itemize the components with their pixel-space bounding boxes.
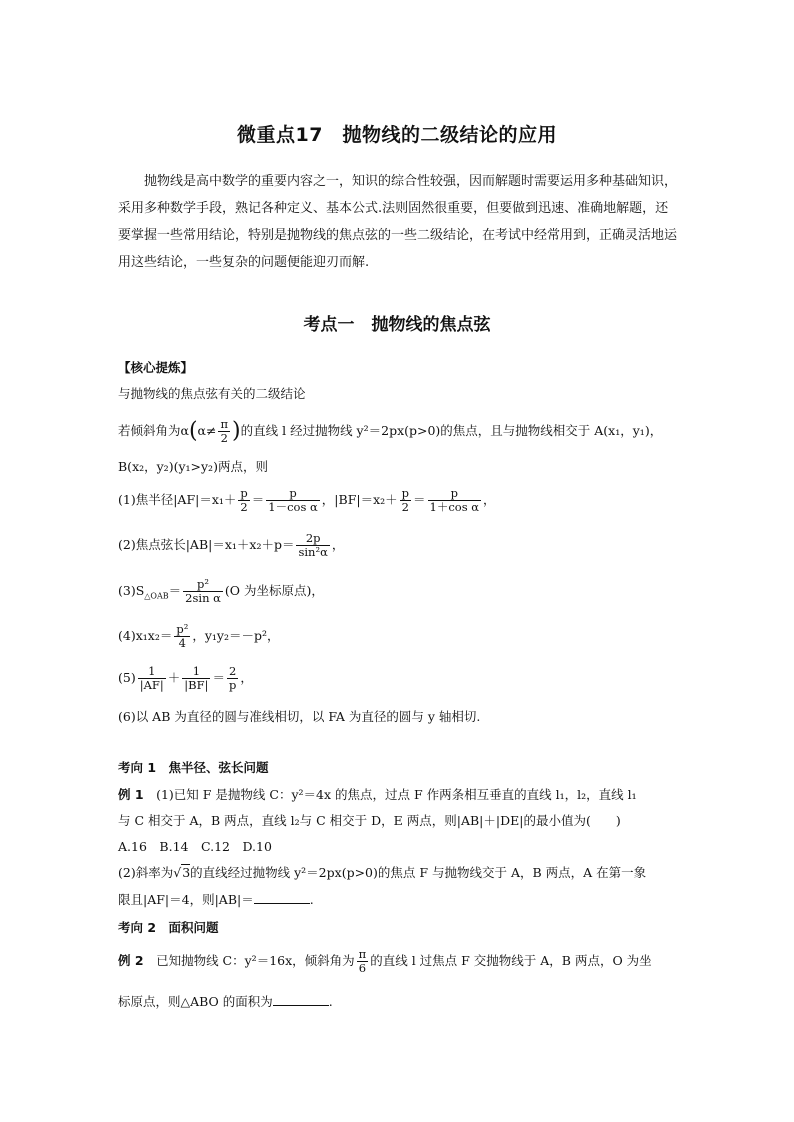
result-6: (6)以 AB 为直径的圆与准线相切，以 FA 为直径的圆与 y 轴相切. bbox=[118, 709, 481, 724]
example-2-label: 例 2 bbox=[118, 953, 144, 968]
right-paren: ) bbox=[232, 418, 241, 444]
one-over-af-fraction: $\frac{1}{|AF|}$ bbox=[139, 664, 164, 692]
result-4: (4)x₁x₂＝ $\frac{\text{p²}}{4}$ ，y₁y₂＝－p²， bbox=[118, 622, 280, 650]
sqrt-3: 3 bbox=[182, 865, 191, 880]
result-2: (2)焦点弦长|AB|＝x₁＋x₂＋p＝ $\frac{2p}{\text{sin²α}}$ ， bbox=[118, 531, 345, 559]
p-over-2-fraction-b: $\frac{p}{2}$ bbox=[401, 486, 410, 514]
one-over-bf-fraction: $\frac{1}{|BF|}$ bbox=[184, 664, 209, 692]
example-2-line-2: 标原点，则△ABO 的面积为 . bbox=[118, 994, 333, 1009]
p-over-one-minus-cos-fraction: $\frac{p}{\text{1－cos α}}$ bbox=[268, 486, 318, 514]
premise-line-1 bbox=[118, 418, 662, 445]
2p-over-sin2-fraction: $\frac{2p}{\text{sin²α}}$ bbox=[298, 531, 328, 559]
example-1-line-1: 例 1 (1)已知 F 是抛物线 C：y²＝4x 的焦点，过点 F 作两条相互垂直的直线 l₁，l₂，直线 l₁ bbox=[118, 787, 637, 802]
answer-blank-2[interactable] bbox=[273, 994, 329, 1006]
two-over-p-fraction: $\frac{2}{p}$ bbox=[228, 664, 237, 692]
section-title: 考点一 抛物线的焦点弦 bbox=[303, 315, 491, 335]
topic-1-label: 考向 1 焦半径、弦长问题 bbox=[118, 760, 269, 775]
premise-text-b: 的直线 l 经过抛物线 y²＝2px(p>0)的焦点，且与抛物线相交于 A(x₁，y₁)， bbox=[240, 423, 663, 438]
topic-2-label: 考向 2 面积问题 bbox=[118, 920, 219, 935]
pi-over-2-fraction: $\frac{\pi}{2}$ bbox=[220, 417, 229, 445]
core-intro: 与抛物线的焦点弦有关的二级结论 bbox=[118, 386, 306, 401]
p2-over-2sin-fraction: $\frac{\text{p²}}{\text{2sin α}}$ bbox=[185, 577, 221, 605]
example-2-line-1: 例 2 已知抛物线 C：y²＝16x，倾斜角为 $\frac{\pi}{6}$ 的直线 l 过焦点 F 交抛物线于 A，B 两点，O 为坐 bbox=[118, 947, 652, 975]
left-paren: ( bbox=[188, 418, 198, 444]
example-1-line-2: 与 C 相交于 A，B 两点，直线 l₂与 C 相交于 D，E 两点，则|AB|＋|DE|的最小值为( ) bbox=[118, 813, 621, 828]
page-title: 微重点17 抛物线的二级结论的应用 bbox=[237, 124, 557, 146]
example-1-line-4: (2)斜率为√3的直线经过抛物线 y²＝2px(p>0)的焦点 F 与抛物线交于 A，B 两点，A 在第一象 bbox=[118, 865, 647, 880]
example-1-options: A.16 B.14 C.12 D.10 bbox=[118, 839, 272, 854]
example-1-line-5: 限且|AF|＝4，则|AB|＝ . bbox=[118, 892, 314, 907]
p2-over-4-fraction: $\frac{\text{p²}}{4}$ bbox=[176, 622, 189, 650]
result-3: $(3)S_{\triangle OAB}=$ $\frac{\text{p²}}{\text{2sin α}}$ (O 为坐标原点)， bbox=[118, 577, 324, 605]
premise-line-2: B(x₂，y₂)(y₁>y₂)两点，则 bbox=[118, 459, 268, 474]
p-over-one-plus-cos-fraction: $\frac{p}{\text{1＋cos α}}$ bbox=[429, 486, 480, 514]
core-label: 【核心提炼】 bbox=[118, 360, 194, 375]
alpha-condition: α≠ bbox=[197, 423, 217, 438]
p-over-2-fraction: $\frac{p}{2}$ bbox=[240, 486, 248, 514]
pi-over-6-fraction: $\frac{\pi}{6}$ bbox=[358, 947, 367, 975]
example-1-label: 例 1 bbox=[118, 787, 144, 802]
premise-text-a: 若倾斜角为α bbox=[118, 423, 189, 438]
result-1: (1)焦半径|AF|＝x₁＋ $\frac{p}{2}$ ＝ $\frac{p}{\text{1－cos α}}$ ，|BF|＝x₂＋ $\frac{p}{2}$ ＝ $\frac{p}{\text{1＋cos α}}$ ， bbox=[118, 486, 496, 514]
answer-blank-1[interactable] bbox=[254, 892, 310, 904]
result-5: (5) $\frac{1}{|AF|}$ ＋ $\frac{1}{|BF|}$ ＝ $\frac{2}{p}$ ， bbox=[118, 664, 253, 692]
intro-paragraph: 抛物线是高中数学的重要内容之一，知识的综合性较强，因而解题时需要运用多种基础知识，采用多种数学手段，熟记各种定义、基本公式.法则固然很重要，但要做到迅速、准确地解题，还要掌握一些常用结论，特别是抛物线的焦点弦的一些二级结论，在考试中经常用到，正确灵活地运用这些结论，一些复杂的问题便能迎刃而解. bbox=[118, 174, 678, 270]
